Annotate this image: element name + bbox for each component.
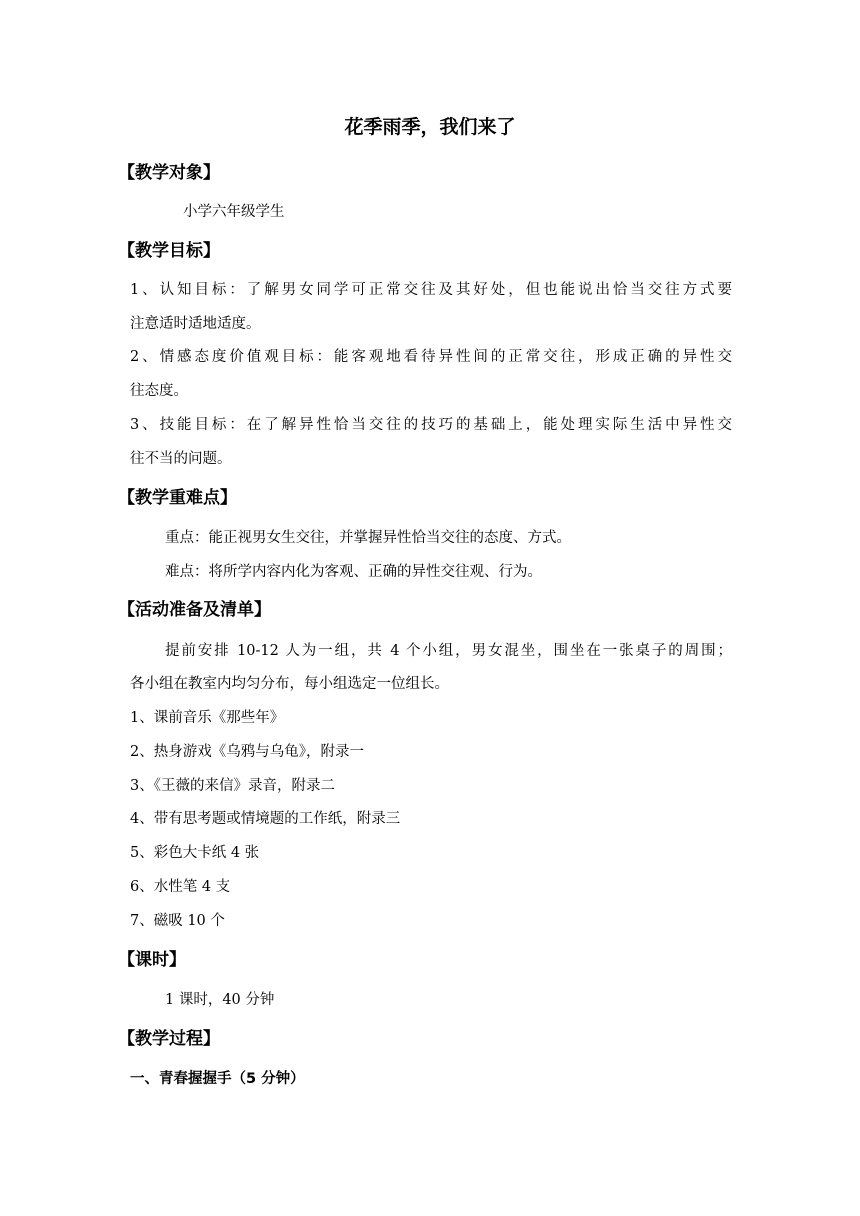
teaching-object-text: 小学六年级学生 <box>183 204 285 220</box>
key-point-focus: 重点：能正视男女生交往，并掌握异性恰当交往的态度、方式。 <box>165 530 571 546</box>
preparation-list-item: 3、《王薇的来信》录音，附录二 <box>130 778 335 794</box>
preparation-intro-line-1: 提前安排 10-12 人为一组，共 4 个小组，男女混坐，围坐在一张桌子的周围； <box>165 643 732 659</box>
goal-item-3-line-1: 3、技能目标：在了解异性恰当交往的技巧的基础上，能处理实际生活中异性交 <box>130 417 732 433</box>
preparation-list-item: 5、彩色大卡纸 4 张 <box>130 845 260 861</box>
section-heading-teaching-process: 【教学过程】 <box>118 1029 220 1049</box>
section-heading-duration: 【课时】 <box>118 950 186 970</box>
preparation-list-item: 6、水性笔 4 支 <box>130 879 231 895</box>
section-heading-key-points: 【教学重难点】 <box>118 488 237 508</box>
preparation-list-item: 7、磁吸 10 个 <box>130 913 225 929</box>
preparation-list-item: 4、带有思考题或情境题的工作纸，附录三 <box>130 811 401 827</box>
section-heading-preparation: 【活动准备及清单】 <box>118 600 271 620</box>
section-heading-teaching-goals: 【教学目标】 <box>118 241 220 261</box>
goal-item-2-line-2: 往态度。 <box>130 383 188 399</box>
goal-item-3-line-2: 往不当的问题。 <box>130 451 232 467</box>
document-title: 花季雨季，我们来了 <box>344 116 516 138</box>
duration-text: 1 课时，40 分钟 <box>165 992 275 1008</box>
goal-item-1-line-1: 1、认知目标：了解男女同学可正常交往及其好处，但也能说出恰当交往方式要 <box>130 282 732 298</box>
key-point-difficulty: 难点：将所学内容内化为客观、正确的异性交往观、行为。 <box>165 564 542 580</box>
process-step-1-heading: 一、青春握握手（5 分钟） <box>130 1071 305 1087</box>
preparation-list-item: 2、热身游戏《乌鸦与乌龟》，附录一 <box>130 744 364 760</box>
preparation-intro-line-2: 各小组在教室内均匀分布，每小组选定一位组长。 <box>130 676 449 692</box>
section-heading-teaching-object: 【教学对象】 <box>118 163 220 183</box>
preparation-list-item: 1、课前音乐《那些年》 <box>130 710 285 726</box>
goal-item-1-line-2: 注意适时适地适度。 <box>130 316 261 332</box>
goal-item-2-line-1: 2、情感态度价值观目标：能客观地看待异性间的正常交往，形成正确的异性交 <box>130 349 732 365</box>
